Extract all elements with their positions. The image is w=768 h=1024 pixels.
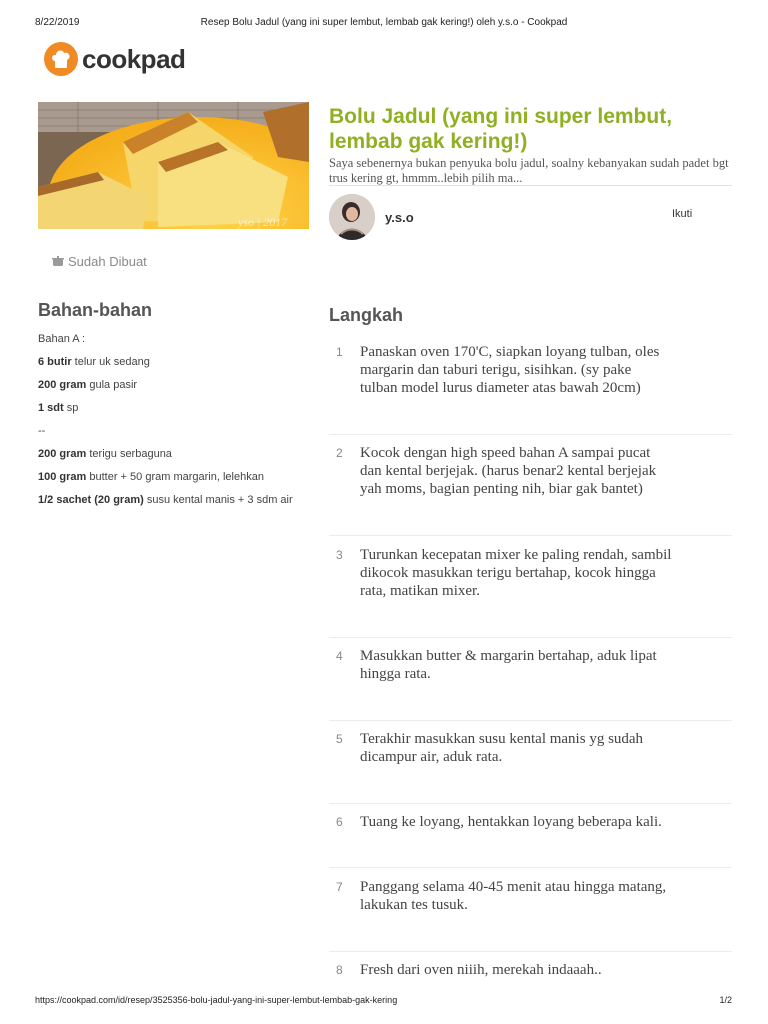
step-text-line: Panaskan oven 170'C, siapkan loyang tulban, oles <box>360 344 660 360</box>
recipe-photo <box>38 102 309 229</box>
step-number: 4 <box>336 649 343 663</box>
step-text-line: rata, matikan mixer. <box>360 583 480 599</box>
step-number: 7 <box>336 880 343 894</box>
follow-button[interactable]: Ikuti <box>672 208 693 220</box>
step-text-line: Panggang selama 40-45 menit atau hingga matang, <box>360 879 667 895</box>
divider <box>329 185 732 186</box>
ingredient-text: terigu serbaguna <box>86 448 172 460</box>
ingredient-text: sp <box>63 402 79 414</box>
step-divider <box>329 637 732 638</box>
chef-hat-icon <box>44 42 78 76</box>
ingredient-quantity: 100 gram <box>38 471 87 483</box>
step-divider <box>329 867 732 868</box>
step-text-line: Tuang ke loyang, hentakkan loyang beberapa kali. <box>360 814 662 830</box>
step-text-line: Terakhir masukkan susu kental manis yg sudah <box>360 731 644 747</box>
step-text-line: Masukkan butter & margarin bertahap, aduk lipat <box>360 648 657 664</box>
print-page-number: 1/2 <box>719 995 732 1005</box>
step-divider <box>329 535 732 536</box>
ingredient-text: gula pasir <box>86 379 138 391</box>
ingredient-text: susu kental manis + 3 sdm air <box>143 494 293 506</box>
step-divider <box>329 803 732 804</box>
step-text-line: Kocok dengan high speed bahan A sampai pucat <box>360 445 651 461</box>
cooked-label: Sudah Dibuat <box>68 254 147 269</box>
recipe-title: Bolu Jadul (yang ini super lembut, lembab gak kering!) <box>329 105 673 153</box>
step-text-line: dikocok masukkan terigu bertahap, kocok hingga <box>360 565 656 581</box>
ingredient-quantity: 1 sdt <box>38 402 64 414</box>
ingredient-item <box>38 332 318 355</box>
step-text-line: dicampur air, aduk rata. <box>360 749 503 765</box>
ingredient-item <box>38 378 318 401</box>
ingredient-item <box>38 424 318 447</box>
step-text-line: yah moms, bagian penting nih, biar gak bantet) <box>360 481 643 497</box>
ingredient-quantity: 1/2 sachet (20 gram) <box>38 494 144 506</box>
step-text-line: margarin dan taburi terigu, sisihkan. (sy pake <box>360 362 632 378</box>
ingredient-text: Bahan A : <box>38 333 86 345</box>
ingredient-item <box>38 355 318 378</box>
step-text-line: Turunkan kecepatan mixer ke paling rendah, sambil <box>360 547 672 563</box>
cookpad-logo[interactable] <box>44 42 185 76</box>
print-date: 8/22/2019 <box>35 17 80 28</box>
step-divider <box>329 434 732 435</box>
step-text-line: Fresh dari oven niiih, merekah indaaah.. <box>360 962 602 978</box>
author-info[interactable] <box>329 194 414 240</box>
ingredient-quantity: 200 gram <box>38 448 87 460</box>
photo-watermark: yso | 2017 <box>238 215 288 229</box>
print-page-title: Resep Bolu Jadul (yang ini super lembut, lembab gak kering!) oleh y.s.o - Cookpad <box>200 17 568 28</box>
cooked-indicator[interactable] <box>52 254 147 269</box>
step-number: 3 <box>336 548 343 562</box>
ingredient-quantity: 6 butir <box>38 356 72 368</box>
ingredient-item <box>38 401 318 424</box>
step-number: 8 <box>336 963 343 977</box>
step-number: 1 <box>336 345 343 359</box>
step-divider <box>329 951 732 952</box>
step-number: 5 <box>336 732 343 746</box>
brand-name: cookpad <box>82 43 186 74</box>
ingredient-quantity: 200 gram <box>38 379 87 391</box>
ingredients-heading: Bahan-bahan <box>38 300 153 320</box>
step-text-line: lakukan tes tusuk. <box>360 897 468 913</box>
ingredients-list <box>38 332 318 516</box>
steps-heading: Langkah <box>329 305 404 325</box>
ingredient-text: butter + 50 gram margarin, lelehkan <box>86 471 264 483</box>
author-name[interactable]: y.s.o <box>385 209 414 225</box>
recipe-description: Saya sebenernya bukan penyuka bolu jadul, soalny kebanyakan sudah padet bgt trus kering gt, hmmm..lebih pilih ma... <box>329 156 729 185</box>
step-number: 2 <box>336 446 343 460</box>
step-text-line: dan kental berjejak. (harus benar2 kental berjejak <box>360 463 657 479</box>
step-text-line: hingga rata. <box>360 666 431 682</box>
step-number: 6 <box>336 815 343 829</box>
step-divider <box>329 720 732 721</box>
ingredient-item <box>38 447 318 470</box>
ingredient-text: -- <box>38 425 46 437</box>
ingredient-text: telur uk sedang <box>71 356 150 368</box>
cooking-pot-icon <box>52 256 64 267</box>
print-url: https://cookpad.com/id/resep/3525356-bolu-jadul-yang-ini-super-lembut-lembab-gak-kering <box>35 995 398 1005</box>
ingredient-item <box>38 493 318 516</box>
avatar[interactable] <box>329 194 375 240</box>
step-text-line: tulban model lurus diameter atas bawah 20cm) <box>360 380 641 396</box>
ingredient-item <box>38 470 318 493</box>
